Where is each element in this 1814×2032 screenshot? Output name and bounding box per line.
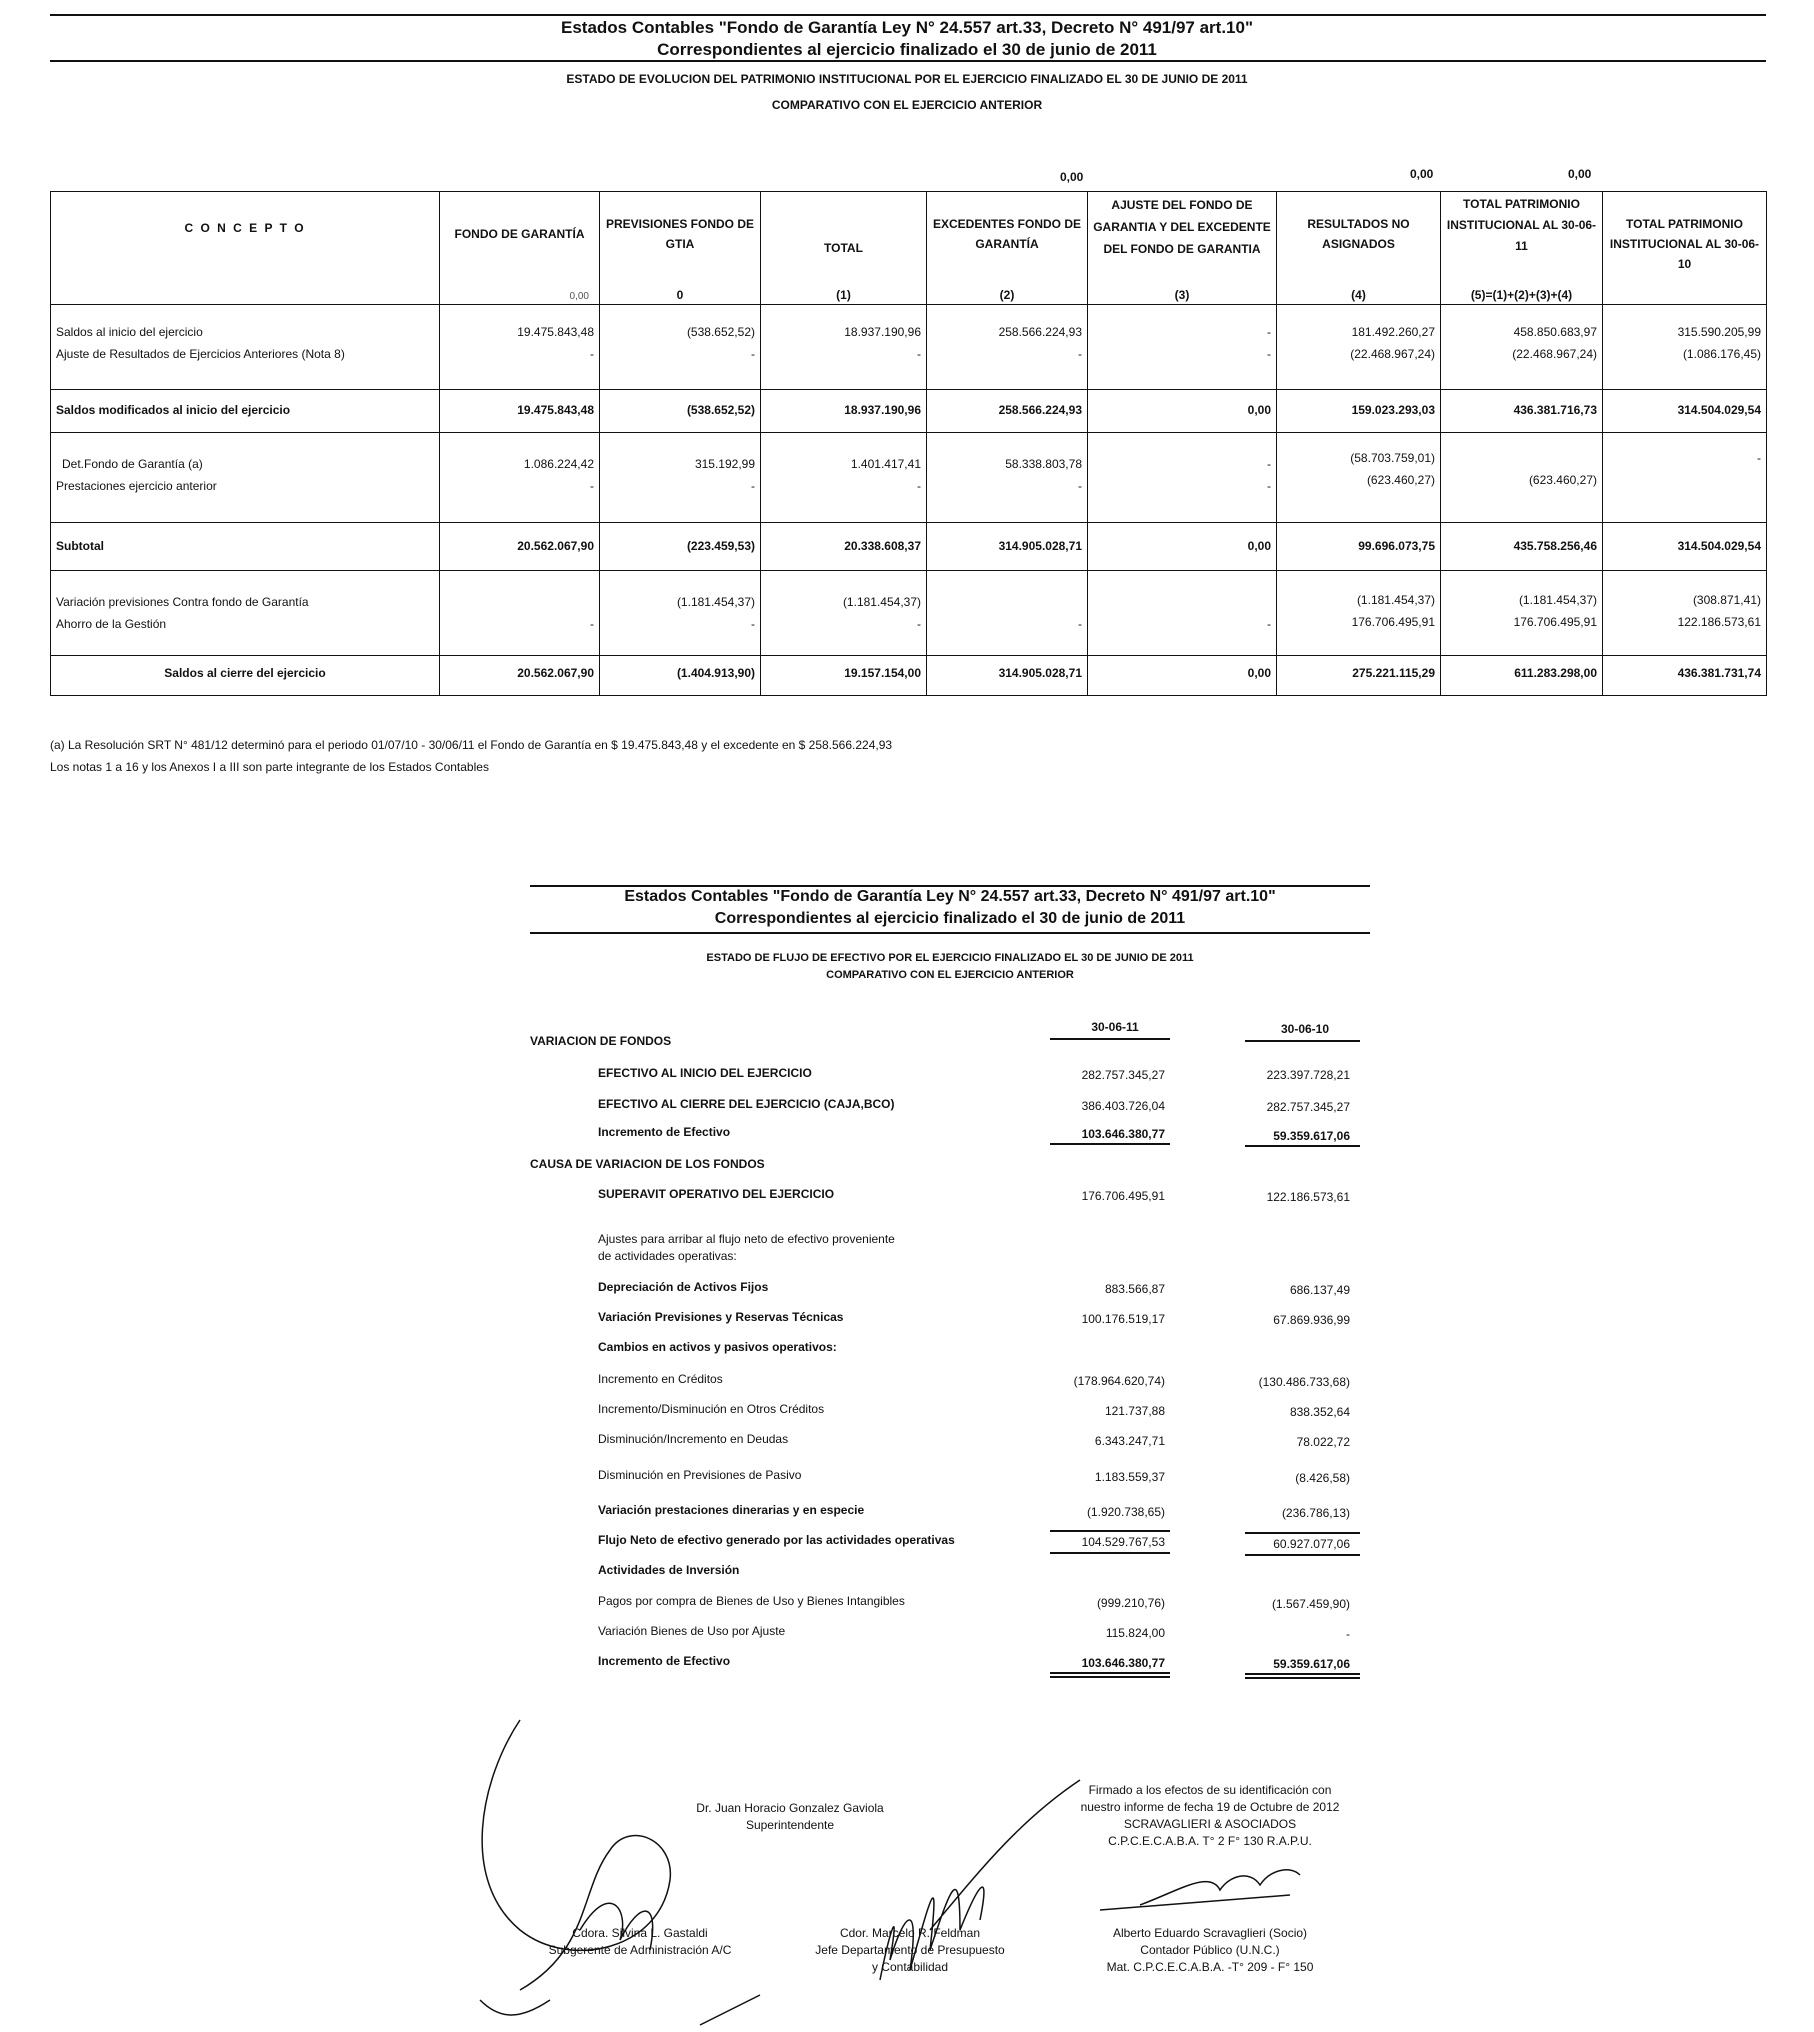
line-label: Variación prestaciones dinerarias y en especie (598, 1503, 865, 1517)
statement-subtitle: COMPARATIVO CON EL EJERCICIO ANTERIOR (771, 98, 1043, 112)
header-rule-bottom (50, 60, 1766, 62)
line-value-2011: 176.706.495,91 (1081, 1189, 1165, 1203)
line-label: Pagos por compra de Bienes de Uso y Bienes Intangibles (598, 1594, 905, 1608)
cell-value (1446, 447, 1597, 469)
line-value-2011: 6.343.247,71 (1094, 1434, 1165, 1448)
line-value-2010: 838.352,64 (1289, 1405, 1350, 1419)
cell-value: 18.937.190,96 (844, 403, 921, 417)
cell-value (932, 591, 1082, 613)
row-label: Ahorro de la Gestión (56, 617, 167, 631)
row-label: Saldos al cierre del ejercicio (164, 666, 326, 680)
line-label: Incremento de Efectivo (598, 1125, 731, 1139)
cell-value: (538.652,52) (686, 325, 755, 339)
top-value: 0,00 (1410, 167, 1434, 181)
line-value-2011: 103.646.380,77 (1081, 1127, 1165, 1141)
row-label: Ajuste de Resultados de Ejercicios Anteriores (Nota 8) (56, 347, 345, 361)
row-label: Saldos al inicio del ejercicio (56, 325, 203, 339)
line-label: Incremento de Efectivo (598, 1654, 731, 1668)
header-rule-top (50, 14, 1766, 16)
cell-value: 0,00 (1247, 539, 1271, 553)
cell-value: (1.086.176,45) (1682, 347, 1761, 361)
line-value-2010: 60.927.077,06 (1273, 1537, 1350, 1551)
signatory-subgerente: Cdora. Silvina L. Gastaldi Subgerente de Administración A/C (548, 1926, 732, 1957)
cell-value: - (1078, 347, 1082, 361)
cell-value: 258.566.224,93 (998, 403, 1082, 417)
table-row (51, 656, 1767, 696)
cell-value: 436.381.716,73 (1513, 403, 1597, 417)
top-value: 0,00 (1060, 170, 1084, 184)
cell-value: - (1078, 479, 1082, 493)
signature-scribble (460, 1700, 1460, 2030)
line-value-2011: 282.757.345,27 (1081, 1068, 1165, 1082)
footnote-notes: Los notas 1 a 16 y los Anexos I a III son parte integrante de los Estados Contables (50, 760, 489, 774)
cell-value: (308.871,41) (1692, 593, 1761, 607)
line-value-2011: 115.824,00 (1105, 1626, 1165, 1640)
line-value-2010: 59.359.617,06 (1273, 1129, 1350, 1143)
line-value-2011: 1.183.559,37 (1094, 1470, 1165, 1484)
table-row (51, 433, 1767, 523)
line-label: Ajustes para arribar al flujo neto de efectivo proveniente (598, 1232, 895, 1246)
cell-value: (22.468.967,24) (1350, 347, 1435, 361)
col-header-resultados: RESULTADOS NO ASIGNADOS (4) (1277, 192, 1441, 305)
cell-value: - (590, 347, 594, 361)
cell-value: 20.562.067,90 (517, 666, 594, 680)
cell-value: (1.181.454,37) (842, 595, 921, 609)
cell-value: 314.905.028,71 (998, 666, 1082, 680)
line-label: Disminución/Incremento en Deudas (598, 1432, 789, 1446)
cell-value: - (751, 347, 755, 361)
subtotal-rule (1245, 1554, 1360, 1556)
line-label: Flujo Neto de efectivo generado por las actividades operativas (598, 1533, 955, 1547)
cell-value: 436.381.731,74 (1677, 666, 1761, 680)
table-row (51, 571, 1767, 656)
cell-value: 181.492.260,27 (1351, 325, 1435, 339)
cell-value: 275.221.115,29 (1352, 666, 1435, 680)
cashflow-rule-top (530, 885, 1370, 887)
cell-value: 58.338.803,78 (1005, 457, 1082, 471)
cell-value: 176.706.495,91 (1513, 615, 1597, 629)
row-label: Variación previsiones Contra fondo de Garantía (56, 595, 309, 609)
cell-value: - (1267, 617, 1271, 631)
total-rule (1245, 1145, 1360, 1147)
row-label: Prestaciones ejercicio anterior (56, 479, 217, 493)
line-value-2010: (130.486.733,68) (1258, 1375, 1350, 1389)
cell-value: 19.157.154,00 (844, 666, 921, 680)
cell-value: 315.590.205,99 (1677, 325, 1761, 339)
cell-value: - (917, 617, 921, 631)
row-label: Subtotal (56, 539, 104, 553)
column-header-rule (1050, 1038, 1170, 1040)
cell-value: (1.181.454,37) (1518, 593, 1597, 607)
col-header-concepto: C O N C E P T O (51, 192, 440, 305)
signatory-superintendente: Dr. Juan Horacio Gonzalez Gaviola Superintendente (696, 1801, 884, 1832)
total-rule (1050, 1143, 1170, 1145)
cashflow-rule-bottom (530, 932, 1370, 934)
line-label: Incremento/Disminución en Otros Créditos (598, 1402, 825, 1416)
cell-value: - (917, 479, 921, 493)
cell-value: (223.459,53) (686, 539, 755, 553)
cell-value: 159.023.293,03 (1351, 403, 1435, 417)
col-header-total-2010: TOTAL PATRIMONIO INSTITUCIONAL AL 30-06-10 (1603, 192, 1767, 305)
cell-value: 122.186.573,61 (1677, 615, 1761, 629)
column-header-2010: 30-06-10 (1280, 1022, 1330, 1036)
cashflow-statement-title: ESTADO DE FLUJO DE EFECTIVO POR EL EJERCICIO FINALIZADO EL 30 DE JUNIO DE 2011 (706, 952, 1194, 964)
statement-title: ESTADO DE EVOLUCION DEL PATRIMONIO INSTITUCIONAL POR EL EJERCICIO FINALIZADO EL 30 DE JUNIO DE 2011 (566, 72, 1248, 86)
line-label: EFECTIVO AL CIERRE DEL EJERCICIO (CAJA,BCO) (598, 1097, 895, 1111)
line-label: Disminución en Previsiones de Pasivo (598, 1468, 802, 1482)
cell-value: - (1757, 451, 1761, 465)
line-value-2010: (236.786,13) (1281, 1506, 1350, 1520)
cell-value: 314.905.028,71 (998, 539, 1082, 553)
footnote-a: (a) La Resolución SRT N° 481/12 determinó para el periodo 01/07/10 - 30/06/11 el Fondo de Garantía en $ 19.475.843,48 y el excedente en $ 258.566.224,93 (50, 738, 893, 752)
col-header-ajuste: AJUSTE DEL FONDO DE GARANTIA Y DEL EXCEDENTE DEL FONDO DE GARANTIA (3) (1088, 192, 1277, 305)
line-value-2011: 103.646.380,77 (1081, 1656, 1165, 1670)
line-value-2011: (1.920.738,65) (1086, 1505, 1165, 1519)
cell-value: 315.192,99 (694, 457, 755, 471)
line-value-2010: - (1346, 1627, 1350, 1641)
line-value-2011: 104.529.767,53 (1081, 1535, 1165, 1549)
cell-value: 1.086.224,42 (523, 457, 594, 471)
line-label: EFECTIVO AL INICIO DEL EJERCICIO (598, 1066, 812, 1080)
cell-value: 19.475.843,48 (517, 403, 594, 417)
line-value-2011: 883.566,87 (1104, 1282, 1165, 1296)
subtotal-rule (1050, 1530, 1170, 1532)
cell-value: 611.283.298,00 (1514, 666, 1597, 680)
pen-mark (700, 1995, 760, 2025)
table-row (51, 390, 1767, 433)
cell-value (1093, 591, 1271, 613)
cell-value: 435.758.256,46 (1513, 539, 1597, 553)
section-variacion-fondos: VARIACION DE FONDOS (530, 1034, 672, 1048)
line-value-2010: 223.397.728,21 (1266, 1068, 1350, 1082)
col-header-excedentes: EXCEDENTES FONDO DE GARANTÍA (2) (927, 192, 1088, 305)
row-label: Saldos modificados al inicio del ejercicio (56, 403, 291, 417)
column-header-2011: 30-06-11 (1091, 1020, 1139, 1034)
line-value-2011: (178.964.620,74) (1073, 1374, 1165, 1388)
cashflow-report-period: Correspondientes al ejercicio finalizado el 30 de junio de 2011 (714, 910, 1186, 927)
cell-value: - (751, 479, 755, 493)
line-value-2010: 67.869.936,99 (1273, 1313, 1350, 1327)
cell-value: 0,00 (1247, 666, 1271, 680)
signature-scravaglieri (1100, 1870, 1300, 1910)
cell-value: 20.562.067,90 (517, 539, 594, 553)
cell-value: 18.937.190,96 (844, 325, 921, 339)
cell-value: (22.468.967,24) (1512, 347, 1597, 361)
cell-value: - (1267, 479, 1271, 493)
line-label: Depreciación de Activos Fijos (598, 1280, 769, 1294)
double-rule (1050, 1672, 1170, 1674)
cell-value: 458.850.683,97 (1513, 325, 1597, 339)
cell-value: (1.181.454,37) (1356, 593, 1435, 607)
cell-value: (58.703.759,01) (1350, 451, 1435, 465)
cashflow-statement-subtitle: COMPARATIVO CON EL EJERCICIO ANTERIOR (826, 969, 1074, 981)
line-value-2010: 686.137,49 (1289, 1283, 1350, 1297)
col-header-fondo: FONDO DE GARANTÍA 0,00 (440, 192, 600, 305)
cell-value: - (1267, 347, 1271, 361)
signatory-jefe-presupuesto: Cdor. Marcelo R. Feldman Jefe Departamento de Presupuesto y Contabilidad (815, 1926, 1005, 1974)
cell-value: (623.460,27) (1366, 473, 1435, 487)
line-value-2011: (999.210,76) (1096, 1596, 1165, 1610)
double-rule (1050, 1676, 1170, 1678)
cell-value: - (751, 617, 755, 631)
line-value-2011: 121.737,88 (1104, 1404, 1165, 1418)
cell-value: (1.181.454,37) (676, 595, 755, 609)
line-value-2010: 78.022,72 (1296, 1435, 1350, 1449)
cell-value: - (917, 347, 921, 361)
cell-value: 314.504.029,54 (1677, 403, 1761, 417)
line-label: de actividades operativas: (598, 1249, 737, 1263)
cell-value: (623.460,27) (1528, 473, 1597, 487)
cell-value: - (1267, 325, 1271, 339)
line-label: Cambios en activos y pasivos operativos: (598, 1340, 837, 1354)
equity-evolution-table (50, 191, 1767, 696)
cell-value: (1.404.913,90) (676, 666, 755, 680)
cell-value: (538.652,52) (686, 403, 755, 417)
cell-value: 176.706.495,91 (1351, 615, 1435, 629)
cell-value: - (590, 617, 594, 631)
cell-value: 1.401.417,41 (850, 457, 921, 471)
line-value-2011: 100.176.519,17 (1081, 1312, 1165, 1326)
subtotal-rule (1050, 1552, 1170, 1554)
cell-value: 20.338.608,37 (844, 539, 921, 553)
report-title: Estados Contables "Fondo de Garantía Ley N° 24.557 art.33, Decreto N° 491/97 art.10" (560, 18, 1254, 37)
cashflow-report-title: Estados Contables "Fondo de Garantía Ley N° 24.557 art.33, Decreto N° 491/97 art.10" (624, 888, 1276, 905)
table-row (51, 305, 1767, 390)
line-value-2010: (1.567.459,90) (1271, 1597, 1350, 1611)
cell-value: 0,00 (1247, 403, 1271, 417)
table-header-row (51, 192, 1767, 305)
col-header-previsiones: PREVISIONES FONDO DE GTIA 0 (600, 192, 761, 305)
line-label: Incremento en Créditos (598, 1372, 723, 1386)
line-value-2011: 386.403.726,04 (1081, 1099, 1165, 1113)
cell-value: 19.475.843,48 (517, 325, 594, 339)
line-label: Variación Previsiones y Reservas Técnicas (598, 1310, 844, 1324)
subtotal-rule (1245, 1532, 1360, 1534)
report-period: Correspondientes al ejercicio finalizado el 30 de junio de 2011 (657, 40, 1157, 59)
top-value: 0,00 (1568, 167, 1592, 181)
cell-value: 314.504.029,54 (1677, 539, 1761, 553)
line-label: Actividades de Inversión (598, 1563, 740, 1577)
double-rule (1245, 1673, 1360, 1675)
line-value-2010: 282.757.345,27 (1266, 1100, 1350, 1114)
section-causa-variacion: CAUSA DE VARIACION DE LOS FONDOS (530, 1157, 765, 1171)
line-value-2010: 122.186.573,61 (1266, 1190, 1350, 1204)
row-label: Det.Fondo de Garantía (a) (62, 457, 203, 471)
column-header-rule (1245, 1040, 1360, 1042)
cell-value: - (1267, 457, 1271, 471)
auditor-identification: Firmado a los efectos de su identificación con nuestro informe de fecha 19 de Octubre de 2012 SCRAVAGLIERI & ASOCIADOS C.P.C.E.C.A.B.A. T° 2 F° 130 R.A.P.U. (1080, 1783, 1340, 1848)
col-header-total: TOTAL (1) (761, 192, 927, 305)
cell-value: 99.696.073,75 (1358, 539, 1435, 553)
line-value-2010: (8.426,58) (1295, 1471, 1350, 1485)
table-row (51, 523, 1767, 571)
cell-value: - (1078, 617, 1082, 631)
line-label: SUPERAVIT OPERATIVO DEL EJERCICIO (598, 1187, 835, 1201)
line-label: Variación Bienes de Uso por Ajuste (598, 1624, 786, 1638)
cell-value: - (590, 479, 594, 493)
col-header-total-2011: TOTAL PATRIMONIO INSTITUCIONAL AL 30-06-11 (5)=(1)+(2)+(3)+(4) (1441, 192, 1603, 305)
cell-value (445, 591, 594, 613)
double-rule (1245, 1677, 1360, 1679)
signature-gonzalez-gaviola (480, 1720, 670, 2015)
cell-value: 258.566.224,93 (998, 325, 1082, 339)
line-value-2010: 59.359.617,06 (1273, 1657, 1350, 1671)
signatory-auditor: Alberto Eduardo Scravaglieri (Socio) Contador Público (U.N.C.) Mat. C.P.C.E.C.A.B.A. -T° 209 - F° 150 (1106, 1926, 1314, 1974)
